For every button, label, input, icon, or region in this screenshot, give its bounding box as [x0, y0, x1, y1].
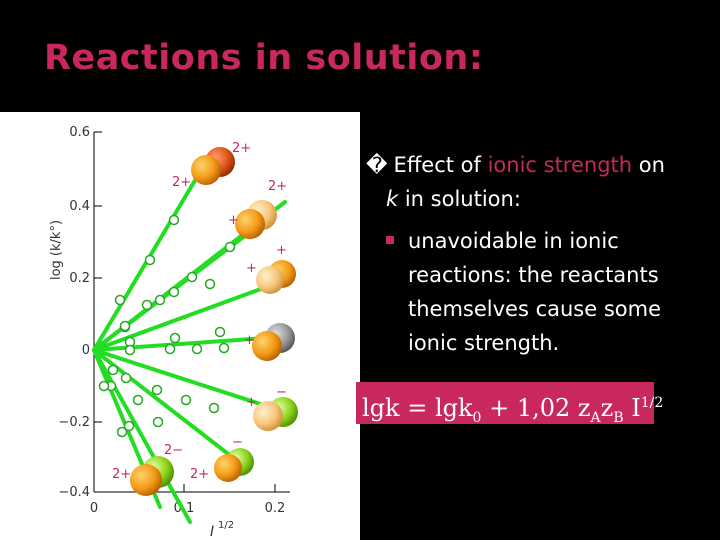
- x-tick-label: 0: [89, 501, 99, 516]
- y-tick-label: 0.2: [69, 271, 90, 286]
- y-axis-label: log (k/k°): [49, 219, 64, 281]
- charge-label: 2+: [172, 175, 192, 190]
- charge-label: −: [276, 385, 287, 400]
- charge-label: 2+: [112, 467, 132, 482]
- x-tick-label: 0.2: [264, 501, 286, 516]
- equation-box: [356, 382, 664, 426]
- main-bullet: [366, 148, 706, 216]
- charge-label: +: [276, 243, 287, 258]
- sub-bullet-text: unavoidable in ionic reactions: the reactants themselves cause some ionic strength.: [408, 229, 662, 355]
- eq-z2: z: [600, 394, 614, 422]
- x-axis-label-sup: 1/2: [218, 520, 235, 531]
- bullet-marker: �: [366, 153, 388, 177]
- sub-bullet: [408, 224, 708, 360]
- y-tick-label: −0.4: [58, 485, 90, 500]
- x-tick-label: 0.1: [173, 501, 195, 516]
- charge-label: +: [246, 261, 257, 276]
- charge-label: +: [228, 213, 239, 228]
- eq-sup: 1/2: [640, 395, 664, 411]
- charge-label: 2+: [232, 141, 252, 156]
- slide-title: Reactions in solution:: [44, 38, 484, 78]
- y-tick-label: 0.6: [69, 125, 90, 140]
- x-axis-label: I: [210, 524, 215, 540]
- square-bullet-icon: [386, 236, 394, 244]
- charge-label: 2−: [164, 443, 184, 458]
- y-tick-label: −0.2: [58, 415, 90, 430]
- y-tick-label: 0: [81, 343, 90, 358]
- bullet-suffix: on: [632, 153, 665, 177]
- eq-lhs: lgk = lgk: [362, 394, 473, 422]
- bullet-line2-rest: in solution:: [398, 187, 521, 211]
- charge-label: 2+: [190, 467, 210, 482]
- eq-mid: + 1,02 z: [481, 394, 591, 422]
- charge-label: +: [246, 395, 257, 410]
- eq-I: I: [623, 394, 641, 422]
- bullet-prefix: Effect of: [393, 153, 488, 177]
- bullet-line2-italic: k: [386, 187, 399, 211]
- eq-sub0: 0: [472, 409, 482, 426]
- eq-subA: A: [590, 409, 601, 426]
- charge-label: +: [244, 333, 255, 348]
- eq-subB: B: [613, 409, 624, 426]
- bullet-highlight: ionic strength: [487, 153, 633, 177]
- charge-label: 2+: [268, 179, 288, 194]
- charge-label: −: [232, 435, 243, 450]
- y-tick-label: 0.4: [69, 199, 90, 214]
